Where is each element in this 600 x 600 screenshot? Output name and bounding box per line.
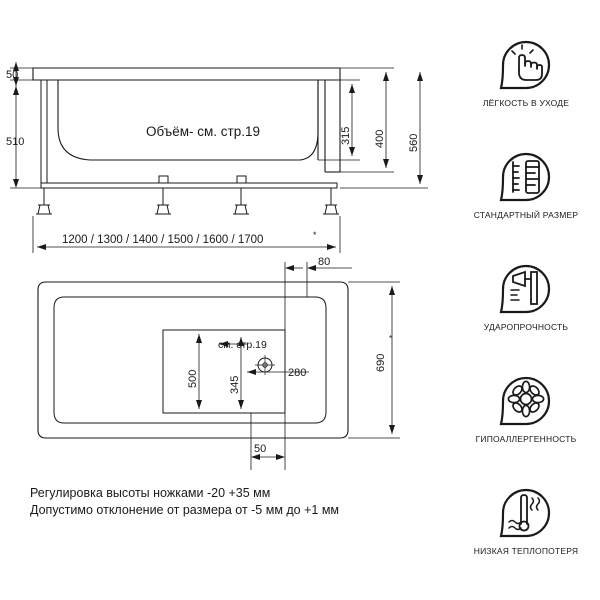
badge-wrap bbox=[452, 36, 600, 94]
label-width-asterisk: * bbox=[313, 230, 317, 240]
dim-80-top bbox=[285, 262, 352, 330]
hammer-impact-icon bbox=[495, 260, 557, 318]
note-tolerance: Допустимо отклонение от размера от -5 мм до +1 мм bbox=[30, 503, 340, 517]
label-690-asterisk: * bbox=[389, 334, 393, 343]
feature-label: ГИПОАЛЛЕРГЕННОСТЬ bbox=[475, 434, 577, 444]
side-view-frame bbox=[36, 80, 339, 214]
label-500: 500 bbox=[187, 369, 199, 388]
dim-690 bbox=[348, 282, 400, 438]
badge-wrap bbox=[452, 260, 600, 318]
label-see-page: см. стр.19 bbox=[218, 339, 267, 351]
label-315: 315 bbox=[340, 126, 352, 145]
label-width-sizes: 1200 / 1300 / 1400 / 1500 / 1600 / 1700 bbox=[62, 234, 264, 246]
hand-touch-icon bbox=[495, 36, 557, 94]
dim-315-right bbox=[318, 80, 360, 160]
feature-label: УДАРОПРОЧНОСТЬ bbox=[483, 322, 569, 332]
feature-item-impact-resistance bbox=[452, 260, 600, 332]
feature-item-easy-care bbox=[452, 36, 600, 108]
label-690: 690 bbox=[375, 353, 387, 372]
feature-item-low-heat-loss bbox=[452, 484, 600, 556]
dim-400-right bbox=[340, 68, 394, 172]
label-volume-note: Объём- см. стр.19 bbox=[146, 124, 260, 139]
label-560: 560 bbox=[408, 133, 420, 152]
top-view-body bbox=[38, 282, 348, 438]
notes-block bbox=[30, 485, 339, 519]
feature-label: НИЗКАЯ ТЕПЛОПОТЕРЯ bbox=[473, 546, 579, 556]
feature-item-standard-size bbox=[452, 148, 600, 220]
tape-measure-icon bbox=[495, 148, 557, 206]
badge-wrap bbox=[452, 372, 600, 430]
label-80: 80 bbox=[318, 256, 331, 268]
flower-hypoallergenic-icon bbox=[495, 372, 557, 430]
side-view-body bbox=[33, 68, 340, 172]
badge-wrap bbox=[452, 148, 600, 206]
feature-label: СТАНДАРТНЫЙ РАЗМЕР bbox=[473, 210, 579, 220]
label-50-bottom: 50 bbox=[254, 443, 267, 455]
note-leg-adjustment: Регулировка высоты ножками -20 +35 мм bbox=[30, 486, 271, 500]
feature-item-hypoallergenic bbox=[452, 372, 600, 444]
label-510-left: 510 bbox=[6, 136, 25, 148]
label-280: 280 bbox=[288, 367, 307, 379]
dim-50-bottom bbox=[251, 413, 285, 470]
label-345: 345 bbox=[229, 375, 241, 394]
badge-wrap bbox=[452, 484, 600, 542]
feature-label: ЛЁГКОСТЬ В УХОДЕ bbox=[482, 98, 570, 108]
label-50-left: 50 bbox=[6, 69, 19, 81]
features-panel bbox=[452, 0, 600, 600]
label-400: 400 bbox=[374, 129, 386, 148]
heat-water-icon bbox=[495, 484, 557, 542]
